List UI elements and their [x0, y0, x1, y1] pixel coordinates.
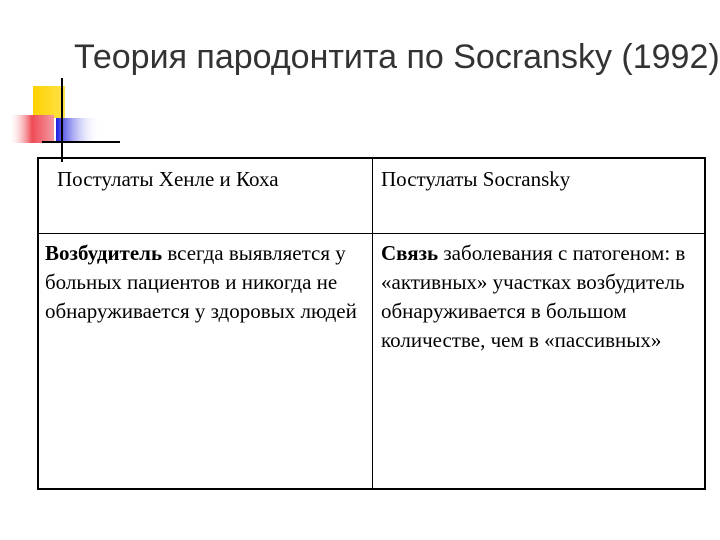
cell-keyword: Связь: [381, 241, 439, 265]
cell-text: заболевания с патогеном: в «активных» участках возбудитель обнаруживается в большом количестве, чем в «пассивных»: [381, 241, 686, 352]
red-square: [10, 115, 54, 143]
cell-keyword: Возбудитель: [45, 241, 163, 265]
cell-socransky-postulate: [381, 239, 706, 355]
cell-henle-koch-postulate: [45, 239, 367, 326]
slide-title: Теория пародонтита по Socransky (1992): [74, 38, 720, 76]
slide-decoration: [0, 0, 120, 170]
header-henle-koch: Постулаты Хенле и Коха: [57, 167, 279, 191]
table-row: [39, 234, 704, 488]
header-socransky: Постулаты Socransky: [381, 167, 571, 191]
vertical-rule: [61, 78, 63, 162]
yellow-square: [33, 86, 65, 118]
comparison-table: [37, 157, 706, 490]
table-header-row: [39, 159, 704, 234]
cell-text: всегда выявляется у больных пациентов и никогда не обнаруживается у здоровых людей: [45, 241, 357, 323]
horizontal-rule: [42, 141, 120, 143]
